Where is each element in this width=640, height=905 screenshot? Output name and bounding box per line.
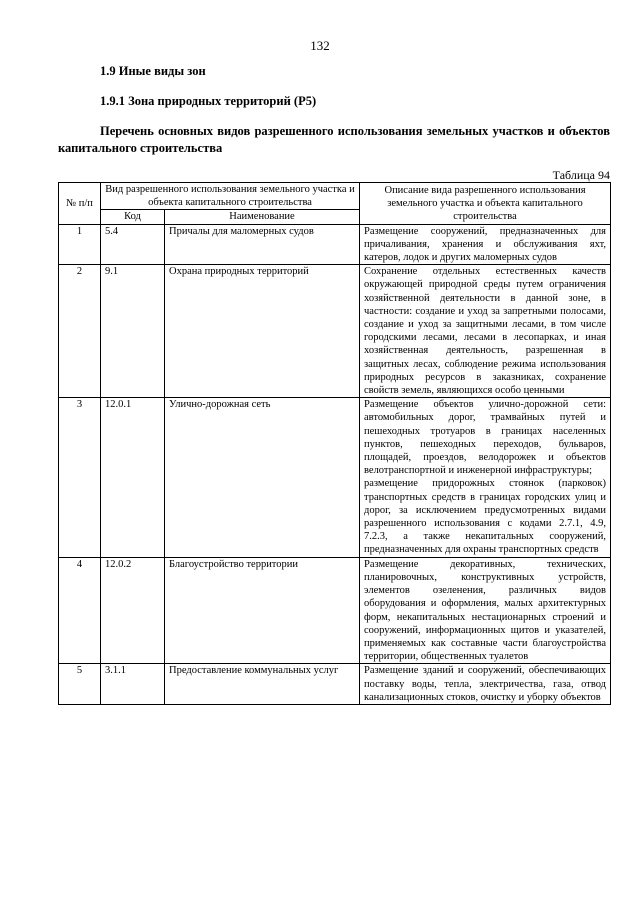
table-row xyxy=(59,398,611,557)
row-num: 2 xyxy=(59,265,101,398)
row-num: 5 xyxy=(59,664,101,705)
row-name: Причалы для маломерных судов xyxy=(165,224,360,265)
table-row xyxy=(59,265,611,398)
row-desc-part: Размещение объектов улично-дорожной сети: автомобильных дорог, трамвайных путей и пешеходных тротуаров в границах населенных пунктов, пешеходных переходов, бульваров, площадей, проездов, велодорожек и объектов велотранспортной и инженерной инфраструктуры; xyxy=(364,399,607,477)
row-desc xyxy=(360,398,611,557)
row-code: 9.1 xyxy=(101,265,165,398)
land-use-table xyxy=(58,182,611,705)
row-desc: Размещение сооружений, предназначенных для причаливания, хранения и обслуживания яхт, катеров, лодок и других маломерных судов xyxy=(360,224,611,265)
row-desc-part: размещение придорожных стоянок (парковок) транспортных средств в границах городских улиц и дорог, за исключением предусмотренных видами разрешенного использования с кодами 2.7.1, 4.9, 7.2.3, а также некапитальных сооружений, предназначенных для охраны транспортных средств xyxy=(364,478,607,556)
row-num: 4 xyxy=(59,557,101,664)
table-row xyxy=(59,557,611,664)
row-code: 3.1.1 xyxy=(101,664,165,705)
row-desc: Сохранение отдельных естественных качеств окружающей природной среды путем ограничения хозяйственной деятельности в данной зоне, в частности: создание и уход за запретными полосами, создание и уход за защитными лесами, в том числе городскими лесами, лесами в лесопарках, и иная хозяйственная деятельность, разрешенная в защитных лесах, соблюдение режима использования природных ресурсов в заказниках, сохранение свойств земель, являющихся особо ценными xyxy=(360,265,611,398)
header-name: Наименование xyxy=(165,210,360,224)
header-num: № п/п xyxy=(59,183,101,225)
row-name: Предоставление коммунальных услуг xyxy=(165,664,360,705)
table-row xyxy=(59,224,611,265)
row-desc: Размещение декоративных, технических, планировочных, конструктивных устройств, элементов озеленения, различных видов оборудования и оформления, малых архитектурных форм, некапитальных нестационарных строений и сооружений, информационных щитов и указателей, применяемых как составные части благоустройства территории, общественных туалетов xyxy=(360,557,611,664)
header-code: Код xyxy=(101,210,165,224)
row-name: Благоустройство территории xyxy=(165,557,360,664)
header-desc: Описание вида разрешенного использования земельного участка и объекта капитального строительства xyxy=(360,183,611,225)
row-num: 1 xyxy=(59,224,101,265)
row-name: Улично-дорожная сеть xyxy=(165,398,360,557)
row-num: 3 xyxy=(59,398,101,557)
section-heading: 1.9 Иные виды зон xyxy=(100,64,206,78)
header-kind: Вид разрешенного использования земельного участка и объекта капитального строительства xyxy=(101,183,360,210)
row-code: 12.0.2 xyxy=(101,557,165,664)
table-intro: Перечень основных видов разрешенного использования земельных участков и объектов капитального строительства xyxy=(58,124,610,155)
row-name: Охрана природных территорий xyxy=(165,265,360,398)
table-row xyxy=(59,664,611,705)
page-number: 132 xyxy=(310,38,330,53)
row-code: 12.0.1 xyxy=(101,398,165,557)
subsection-heading: 1.9.1 Зона природных территорий (Р5) xyxy=(100,94,317,108)
row-code: 5.4 xyxy=(101,224,165,265)
row-desc: Размещение зданий и сооружений, обеспечивающих поставку воды, тепла, электричества, газа, отвод канализационных стоков, очистку и уборку объектов xyxy=(360,664,611,705)
table-label: Таблица 94 xyxy=(552,168,610,182)
